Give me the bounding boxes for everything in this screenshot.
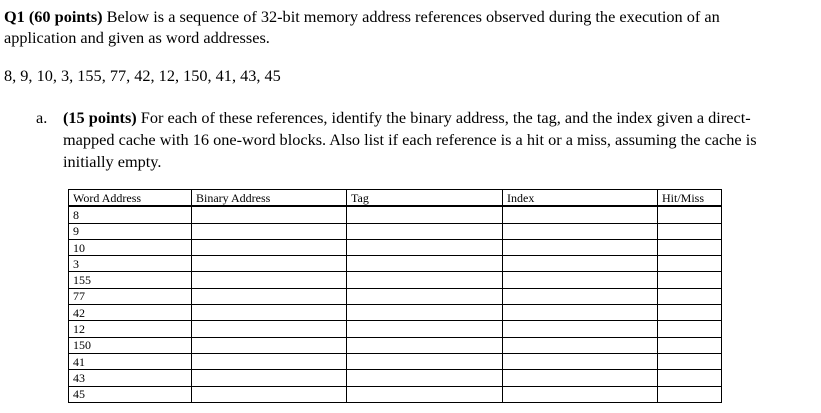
table-row: [69, 321, 722, 337]
question-number: Q1 (60 points): [4, 7, 103, 26]
cell-tag[interactable]: [347, 256, 503, 272]
cache-table: [68, 189, 722, 403]
cell-tag[interactable]: [347, 288, 503, 304]
table-row: [69, 305, 722, 321]
cell-tag[interactable]: [347, 386, 503, 402]
cell-hit-miss[interactable]: [658, 353, 722, 369]
cell-tag[interactable]: [347, 272, 503, 288]
cell-index[interactable]: [503, 370, 658, 386]
cell-binary-address[interactable]: [192, 256, 347, 272]
cell-index[interactable]: [503, 223, 658, 239]
cell-tag[interactable]: [347, 206, 503, 223]
cell-word-address: 77: [69, 288, 192, 304]
part-a-text-line-1: [63, 108, 751, 128]
table-row: [69, 337, 722, 353]
cell-index[interactable]: [503, 239, 658, 255]
cell-binary-address[interactable]: [192, 206, 347, 223]
cell-hit-miss[interactable]: [658, 337, 722, 353]
cell-word-address: 150: [69, 337, 192, 353]
question-text-line-1: [4, 7, 720, 27]
cell-word-address: 10: [69, 239, 192, 255]
question-line-2: application and given as word addresses.: [4, 28, 270, 47]
header-index: Index: [503, 190, 658, 207]
cell-tag[interactable]: [347, 305, 503, 321]
cell-hit-miss[interactable]: [658, 321, 722, 337]
cell-binary-address[interactable]: [192, 370, 347, 386]
part-a-line-3: initially empty.: [63, 152, 162, 171]
cell-word-address: 12: [69, 321, 192, 337]
cell-tag[interactable]: [347, 239, 503, 255]
question-line-1: Below is a sequence of 32-bit memory address references observed during the execution of an: [102, 7, 720, 26]
cell-binary-address[interactable]: [192, 223, 347, 239]
cell-binary-address[interactable]: [192, 321, 347, 337]
cell-word-address: 43: [69, 370, 192, 386]
cell-index[interactable]: [503, 386, 658, 402]
cell-binary-address[interactable]: [192, 305, 347, 321]
table-row: [69, 239, 722, 255]
part-a-label: a.: [36, 108, 48, 127]
part-a-points: (15 points): [63, 108, 137, 127]
cell-index[interactable]: [503, 353, 658, 369]
cell-tag[interactable]: [347, 321, 503, 337]
part-a-line-2: mapped cache with 16 one-word blocks. Also list if each reference is a hit or a miss, assuming the cache is: [63, 130, 757, 149]
cell-index[interactable]: [503, 272, 658, 288]
cell-word-address: 3: [69, 256, 192, 272]
cell-tag[interactable]: [347, 370, 503, 386]
cell-hit-miss[interactable]: [658, 370, 722, 386]
table-row: [69, 206, 722, 223]
cell-index[interactable]: [503, 321, 658, 337]
cell-binary-address[interactable]: [192, 239, 347, 255]
table-row: [69, 256, 722, 272]
cell-word-address: 155: [69, 272, 192, 288]
cell-tag[interactable]: [347, 353, 503, 369]
cell-hit-miss[interactable]: [658, 305, 722, 321]
cell-word-address: 9: [69, 223, 192, 239]
cell-word-address: 41: [69, 353, 192, 369]
header-binary-address: Binary Address: [192, 190, 347, 207]
cell-word-address: 42: [69, 305, 192, 321]
cell-word-address: 8: [69, 206, 192, 223]
cell-binary-address[interactable]: [192, 337, 347, 353]
cell-binary-address[interactable]: [192, 288, 347, 304]
cell-index[interactable]: [503, 337, 658, 353]
cell-hit-miss[interactable]: [658, 288, 722, 304]
part-a-line-1: For each of these references, identify the binary address, the tag, and the index given a direct-: [136, 108, 751, 127]
cell-hit-miss[interactable]: [658, 239, 722, 255]
header-hit-miss: Hit/Miss: [658, 190, 722, 207]
cell-binary-address[interactable]: [192, 386, 347, 402]
cell-index[interactable]: [503, 305, 658, 321]
cell-hit-miss[interactable]: [658, 223, 722, 239]
cell-hit-miss[interactable]: [658, 272, 722, 288]
cell-word-address: 45: [69, 386, 192, 402]
header-word-address: Word Address: [69, 190, 192, 207]
table-row: [69, 370, 722, 386]
table-row: [69, 223, 722, 239]
address-sequence: 8, 9, 10, 3, 155, 77, 42, 12, 150, 41, 43, 45: [4, 66, 281, 85]
cell-binary-address[interactable]: [192, 272, 347, 288]
table-row: [69, 288, 722, 304]
cell-index[interactable]: [503, 288, 658, 304]
cell-hit-miss[interactable]: [658, 256, 722, 272]
table-row: [69, 272, 722, 288]
cell-tag[interactable]: [347, 223, 503, 239]
table-row: [69, 386, 722, 402]
cell-index[interactable]: [503, 206, 658, 223]
cell-hit-miss[interactable]: [658, 206, 722, 223]
table-header-row: [69, 190, 722, 207]
cell-binary-address[interactable]: [192, 353, 347, 369]
table-row: [69, 353, 722, 369]
header-tag: Tag: [347, 190, 503, 207]
cell-index[interactable]: [503, 256, 658, 272]
cell-hit-miss[interactable]: [658, 386, 722, 402]
table-body: [69, 206, 722, 402]
cell-tag[interactable]: [347, 337, 503, 353]
